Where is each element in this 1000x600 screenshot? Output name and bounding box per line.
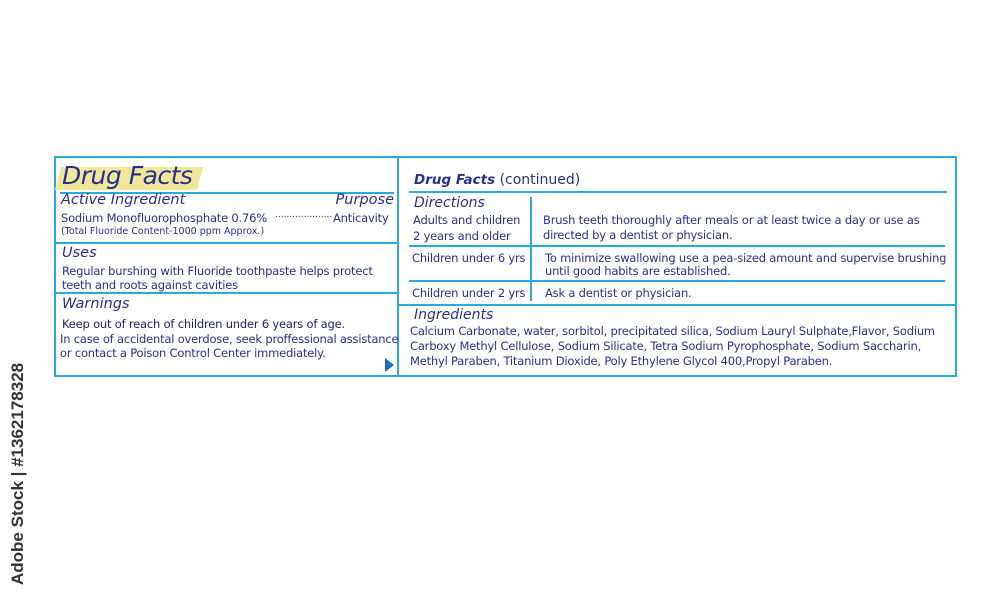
warning-line: or contact a Poison Control Center immediately. — [60, 346, 326, 360]
watermark: Adobe Stock | #1362178328 — [8, 362, 27, 585]
directions-who: 2 years and older — [413, 229, 511, 243]
leader-dots: .................... — [275, 210, 333, 220]
purpose-value: Anticavity — [333, 211, 389, 225]
continue-arrow-icon — [385, 358, 394, 372]
directions-what: until good habits are established. — [545, 264, 731, 278]
directions-what: Brush teeth thoroughly after meals or at least twice a day or use as — [543, 213, 920, 227]
directions-who: Adults and children — [413, 213, 521, 227]
uses-line: Regular burshing with Fluoride toothpaste helps protect — [62, 264, 373, 278]
active-ingredient: Sodium Monofluorophosphate 0.76% — [61, 211, 267, 225]
ingredients-heading: Ingredients — [414, 307, 494, 323]
warning-line: In case of accidental overdose, seek proffessional assistance — [60, 332, 399, 346]
directions-who: Children under 2 yrs — [412, 286, 526, 300]
directions-who: Children under 6 yrs — [412, 251, 526, 265]
ingredients-line: Calcium Carbonate, water, sorbitol, precipitated silica, Sodium Lauryl Sulphate,Flavor, Sodium — [410, 324, 935, 338]
warnings-heading: Warnings — [62, 296, 130, 312]
divider — [55, 242, 398, 244]
purpose-heading: Purpose — [335, 192, 394, 208]
ingredients-line: Methyl Paraben, Titanium Dioxide, Poly Ethylene Glycol 400,Propyl Paraben. — [410, 354, 833, 368]
divider — [55, 292, 398, 294]
divider — [409, 245, 945, 247]
uses-line: teeth and roots against cavities — [62, 278, 238, 292]
divider — [398, 304, 955, 306]
active-ingredient-heading: Active Ingredient — [61, 192, 186, 208]
directions-what: To minimize swallowing use a pea-sized amount and supervise brushing — [545, 251, 947, 265]
fluoride-note: (Total Fluoride Content-1000 ppm Approx.) — [61, 226, 265, 237]
divider — [409, 280, 945, 282]
ingredients-line: Carboxy Methyl Cellulose, Sodium Silicate, Tetra Sodium Pyrophosphate, Sodium Saccharin, — [410, 339, 922, 353]
directions-what: Ask a dentist or physician. — [545, 286, 692, 300]
continued-title-main: Drug Facts — [414, 172, 496, 188]
directions-heading: Directions — [414, 195, 485, 211]
uses-heading: Uses — [62, 245, 97, 261]
column-divider — [530, 197, 532, 301]
continued-title-suffix: (continued) — [499, 172, 581, 188]
directions-what: directed by a dentist or physician. — [543, 228, 733, 242]
continued-title — [414, 172, 580, 188]
warning-bold: Keep out of reach of children under 6 years of age. — [62, 317, 345, 331]
divider — [409, 191, 947, 193]
page-title: Drug Facts — [62, 161, 193, 190]
